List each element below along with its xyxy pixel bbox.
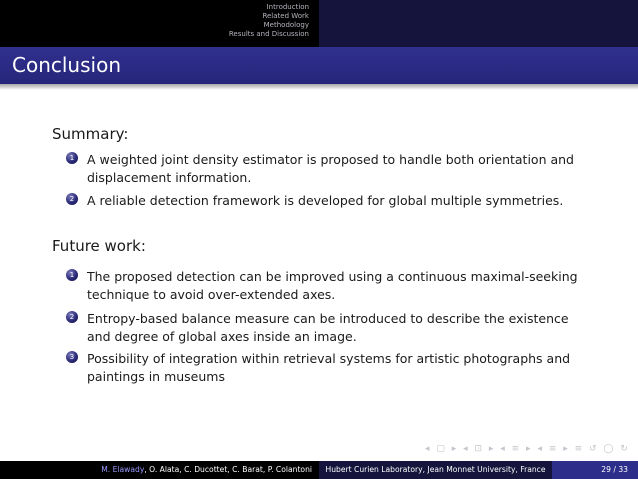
footer-page-number (552, 461, 638, 479)
enumeration-ball-icon: 2 (66, 193, 78, 205)
future-work-item (66, 268, 586, 304)
enumeration-ball-icon: 1 (66, 269, 78, 281)
footer-author-highlight: M. Elawady (101, 465, 145, 474)
section-navigation-bar (0, 0, 638, 47)
future-work-item-text: The proposed detection can be improved using a continuous maximal-seeking technique to avoid over-extended axes. (87, 269, 578, 302)
frame-title: Conclusion (12, 53, 121, 77)
footer-authors-rest: , O. Alata, C. Ducottet, C. Barat, P. Colantoni (144, 465, 312, 474)
future-work-item-text: Possibility of integration within retrieval systems for artistic photographs and paintings in museums (87, 351, 571, 384)
subsection-nav-panel (319, 0, 638, 47)
nav-methodology[interactable]: Methodology (263, 21, 309, 29)
nav-results-discussion[interactable]: Results and Discussion (228, 30, 309, 38)
footer-authors (0, 461, 319, 479)
nav-related-work[interactable]: Related Work (262, 12, 309, 20)
future-work-item-text: Entropy-based balance measure can be introduced to describe the existence and degree of global axes inside an image. (87, 311, 569, 344)
summary-item (66, 192, 586, 210)
section-nav-panel (0, 0, 319, 47)
enumeration-ball-icon: 2 (66, 311, 78, 323)
summary-item-text: A weighted joint density estimator is proposed to handle both orientation and displacement information. (87, 152, 574, 185)
title-shadow (0, 84, 638, 90)
beamer-navigation-symbols[interactable]: ◂ ▢ ▸ ◂ ⊡ ▸ ◂ ≡ ▸ ◂ ≡ ▸ ≡ ↺ ◯ ↻ (425, 444, 630, 454)
enumeration-ball-icon: 3 (66, 351, 78, 363)
frame-title-bar (0, 47, 638, 84)
future-work-heading: Future work: (52, 237, 146, 255)
page-number-text: 29 / 33 (601, 465, 628, 474)
nav-introduction[interactable]: Introduction (266, 3, 309, 11)
summary-item (66, 151, 586, 187)
enumeration-ball-icon: 1 (66, 152, 78, 164)
footer-institution: Hubert Curien Laboratory, Jean Monnet University, France (319, 461, 552, 479)
future-work-item (66, 310, 586, 346)
footer-bar (0, 461, 638, 479)
summary-item-text: A reliable detection framework is developed for global multiple symmetries. (87, 193, 564, 208)
future-work-item (66, 350, 586, 386)
summary-heading: Summary: (52, 125, 129, 143)
